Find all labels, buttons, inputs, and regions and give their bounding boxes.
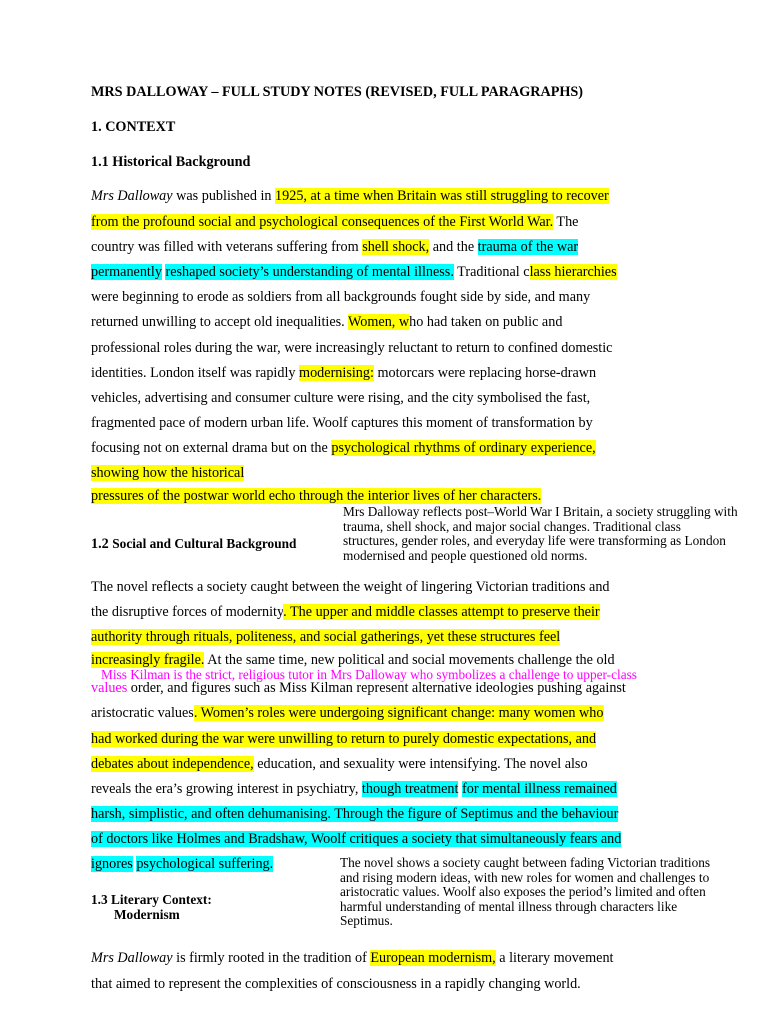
subheading-literary-context xyxy=(91,892,212,922)
text-line xyxy=(91,756,588,773)
text-line xyxy=(91,950,613,967)
text-run: that aimed to represent the complexities of consciousness in a rapidly changing world. xyxy=(91,976,581,992)
subheading-social-cultural xyxy=(91,536,296,553)
text-line xyxy=(91,806,618,823)
highlighted-text: of doctors like Holmes and Bradshaw, Woolf critiques a society that simultaneously fears and xyxy=(91,831,622,847)
highlighted-text: had worked during the war were unwilling to return to purely domestic expectations, and xyxy=(91,731,597,747)
document-title: MRS DALLOWAY – FULL STUDY NOTES (REVISED, FULL PARAGRAPHS) xyxy=(91,84,584,100)
text-line xyxy=(91,976,581,993)
text-line xyxy=(91,579,610,596)
highlighted-text: debates about independence, xyxy=(91,756,254,772)
text-line xyxy=(91,629,560,646)
text-line xyxy=(91,680,626,697)
highlighted-text: shell shock, xyxy=(362,239,430,255)
text-run: professional roles during the war, were increasingly reluctant to return to confined domestic xyxy=(91,340,613,356)
text-line xyxy=(91,488,541,505)
highlighted-text: modernising: xyxy=(299,365,374,381)
text-run: motorcars were replacing horse-drawn xyxy=(373,365,597,381)
text-run: reveals the era’s growing interest in psychiatry, xyxy=(91,781,362,797)
text-line xyxy=(91,831,621,848)
highlighted-text: trauma of the war xyxy=(477,239,579,255)
highlighted-text: Women, w xyxy=(348,314,410,330)
side-note-social: The novel shows a society caught between fading Victorian traditions and rising modern ideas, with new roles for women and challenges to aristocratic values. Woolf also exposes the period’s limited and often harmful understanding of mental illness through characters like Septimus. xyxy=(340,855,711,929)
comment-miss-kilman: Miss Kilman is the strict, religious tutor in Mrs Dalloway who symbolizes a challenge to upper-class xyxy=(101,667,637,682)
subheading-number: 1.2 xyxy=(91,536,109,552)
highlighted-text: . The upper and middle classes attempt to preserve their xyxy=(283,604,600,620)
text-line xyxy=(91,214,578,231)
italic-title: Mrs Dalloway xyxy=(91,188,173,204)
text-line xyxy=(91,415,593,432)
text-line xyxy=(91,604,600,621)
highlighted-text: permanently xyxy=(91,264,162,280)
highlighted-text: for mental illness remained xyxy=(462,781,617,797)
text-run: and the xyxy=(429,239,478,255)
text-run: ho had taken on public and xyxy=(409,314,563,330)
text-line xyxy=(91,264,617,281)
text-run: focusing not on external drama but on the xyxy=(91,440,332,456)
text-run: identities. London itself was rapidly xyxy=(91,365,300,381)
text-run: education, and sexuality were intensifying. The novel also xyxy=(253,756,588,772)
text-run: returned unwilling to accept old inequalities. xyxy=(91,314,349,330)
subheading-line-1: 1.3 Literary Context: xyxy=(91,892,212,907)
text-line xyxy=(91,731,596,748)
highlighted-text: harsh, simplistic, and often dehumanising. Through the figure of Septimus and the behaviour xyxy=(91,806,619,822)
highlighted-text: psychological rhythms of ordinary experience, xyxy=(331,440,596,456)
text-run: the disruptive forces of modernity xyxy=(91,604,284,620)
highlighted-text: authority through rituals, politeness, and social gatherings, yet these structures feel xyxy=(91,629,561,645)
text-line xyxy=(91,856,273,873)
highlighted-text: psychological suffering. xyxy=(136,856,274,872)
text-run: country was filled with veterans suffering from xyxy=(91,239,363,255)
text-run: fragmented pace of modern urban life. Woolf captures this moment of transformation by xyxy=(91,415,593,431)
subheading-line-2: Modernism xyxy=(114,907,180,922)
text-run: aristocratic values xyxy=(91,705,194,721)
text-run: was published in xyxy=(172,188,276,204)
text-line xyxy=(91,365,596,382)
section-heading-context: 1. CONTEXT xyxy=(91,119,176,135)
highlighted-text: from the profound social and psychological consequences of the First World War. xyxy=(91,214,554,230)
text-run: The novel reflects a society caught between the weight of lingering Victorian traditions and xyxy=(91,579,610,595)
text-line xyxy=(91,781,617,798)
text-run: At the same time, new political and social movements challenge the old xyxy=(204,652,615,668)
highlighted-text: lass hierarchies xyxy=(529,264,617,280)
highlighted-text: showing how the historical xyxy=(91,465,245,481)
highlighted-text: pressures of the postwar world echo through the interior lives of her characters. xyxy=(91,488,542,504)
highlighted-text: 1925, at a time when Britain was still struggling to recover xyxy=(275,188,609,204)
text-run: is firmly rooted in the tradition of xyxy=(172,950,371,966)
highlighted-text: though treatment xyxy=(361,781,459,797)
text-line xyxy=(91,705,604,722)
italic-title: Mrs Dalloway xyxy=(91,950,173,966)
side-note-historical: Mrs Dalloway reflects post–World War I Britain, a society struggling with trauma, shell shock, and major social changes. Traditional class structures, gender roles, and everyday life were transforming as London modernised and people questioned old norms. xyxy=(343,504,738,563)
text-line xyxy=(91,314,562,331)
highlighted-text: . Women’s roles were undergoing significant change: many women who xyxy=(193,705,604,721)
subheading-text: Social and Cultural Background xyxy=(112,536,297,551)
text-run: vehicles, advertising and consumer culture were rising, and the city symbolised the fast, xyxy=(91,390,591,406)
comment-text: values xyxy=(91,680,128,696)
highlighted-text: reshaped society’s understanding of mental illness. xyxy=(165,264,454,280)
text-line xyxy=(91,465,244,482)
text-run: a literary movement xyxy=(495,950,614,966)
text-line xyxy=(91,239,578,256)
text-line xyxy=(91,440,596,457)
text-run: order, and figures such as Miss Kilman represent alternative ideologies pushing against xyxy=(127,680,626,696)
text-run: were beginning to erode as soldiers from all backgrounds fought side by side, and many xyxy=(91,289,591,305)
highlighted-text: European modernism, xyxy=(370,950,496,966)
subheading-historical-background: 1.1 Historical Background xyxy=(91,154,251,170)
text-line xyxy=(91,390,590,407)
text-line xyxy=(91,188,609,205)
highlighted-text: ignores xyxy=(91,856,133,872)
text-run: The xyxy=(553,214,579,230)
text-line xyxy=(91,289,590,306)
text-line xyxy=(91,340,612,357)
text-run: Traditional c xyxy=(453,264,530,280)
highlighted-text: increasingly fragile. xyxy=(91,652,205,668)
